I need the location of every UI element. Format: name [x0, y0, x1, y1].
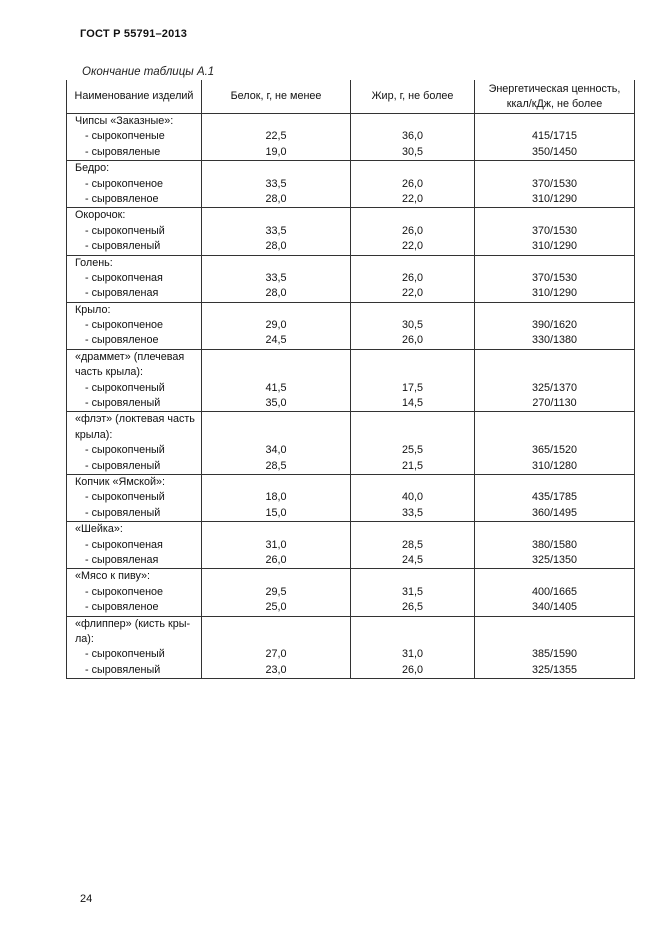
protein-value: 34,0 — [265, 444, 287, 457]
fat-value: 17,5 — [401, 381, 423, 394]
fat-value: 31,5 — [401, 585, 423, 598]
fat-cell — [351, 412, 475, 475]
energy-value: 385/1590 — [531, 648, 578, 661]
item-name: - сырокопченое — [85, 319, 164, 332]
product-name-cell — [67, 161, 202, 208]
energy-cell — [475, 114, 635, 161]
protein-value: 31,0 — [265, 538, 287, 551]
group-title: «Шейка»: — [75, 523, 123, 536]
fat-value: 21,5 — [401, 459, 423, 472]
fat-cell — [351, 302, 475, 349]
group-title: «флэт» (локтевая часть — [75, 413, 195, 426]
item-name: - сырокопченая — [85, 538, 163, 551]
table-caption: Окончание таблицы А.1 — [82, 66, 215, 78]
group-title: ла): — [75, 632, 94, 645]
product-name-cell — [67, 114, 202, 161]
fat-value: 14,5 — [401, 397, 423, 410]
energy-cell — [475, 522, 635, 569]
group-title: «флиппер» (кисть кры- — [75, 617, 191, 630]
product-name-cell — [67, 255, 202, 302]
fat-cell — [351, 161, 475, 208]
column-header-fat: Жир, г, не более — [351, 80, 475, 114]
protein-cell — [202, 569, 351, 616]
item-name: - сырокопченая — [85, 271, 163, 284]
fat-cell — [351, 522, 475, 569]
energy-cell — [475, 616, 635, 679]
energy-value: 380/1580 — [531, 538, 578, 551]
energy-value: 330/1380 — [531, 334, 578, 347]
protein-value: 33,5 — [265, 224, 287, 237]
energy-value: 360/1495 — [531, 506, 578, 519]
protein-cell — [202, 522, 351, 569]
energy-value: 325/1355 — [531, 663, 578, 676]
group-title: «драммет» (плечевая — [75, 350, 185, 363]
group-title: Крыло: — [75, 303, 111, 316]
product-name-cell — [67, 412, 202, 475]
protein-value: 18,0 — [265, 491, 287, 504]
table-group-row — [67, 616, 635, 679]
fat-value: 26,0 — [401, 177, 423, 190]
energy-value: 350/1450 — [531, 145, 578, 158]
document-header: ГОСТ Р 55791–2013 — [80, 28, 188, 40]
energy-value: 415/1715 — [531, 130, 578, 143]
item-name: - сыровяленое — [85, 334, 159, 347]
protein-value: 24,5 — [265, 334, 287, 347]
item-name: - сырокопченые — [85, 130, 165, 143]
energy-value: 370/1530 — [531, 224, 578, 237]
protein-value: 29,0 — [265, 319, 287, 332]
table-header-row — [67, 80, 635, 114]
fat-cell — [351, 474, 475, 521]
protein-value: 28,0 — [265, 192, 287, 205]
protein-value: 23,0 — [265, 663, 287, 676]
protein-cell — [202, 412, 351, 475]
protein-value: 35,0 — [265, 397, 287, 410]
protein-cell — [202, 616, 351, 679]
energy-value: 365/1520 — [531, 444, 578, 457]
group-title: Чипсы «Заказные»: — [75, 115, 174, 127]
energy-value: 390/1620 — [531, 319, 578, 332]
column-header-energy: Энергетическая ценность, ккал/кДж, не более — [475, 80, 635, 114]
energy-value: 310/1290 — [531, 192, 578, 205]
item-name: - сыровяленый — [85, 459, 161, 472]
product-name-cell — [67, 569, 202, 616]
fat-value: 26,0 — [401, 334, 423, 347]
protein-value: 27,0 — [265, 648, 287, 661]
nutrition-table — [66, 80, 635, 679]
protein-value: 26,0 — [265, 553, 287, 566]
energy-value: 435/1785 — [531, 491, 578, 504]
group-title: часть крыла): — [75, 366, 143, 379]
item-name: - сыровяленая — [85, 553, 159, 566]
energy-value: 400/1665 — [531, 585, 578, 598]
table-group-row — [67, 302, 635, 349]
protein-value: 28,0 — [265, 287, 287, 300]
protein-cell — [202, 114, 351, 161]
table-group-row — [67, 255, 635, 302]
energy-value: 310/1280 — [531, 459, 578, 472]
product-name-cell — [67, 522, 202, 569]
item-name: - сыровяленый — [85, 397, 161, 410]
column-header-name: Наименование изделий — [67, 80, 202, 114]
energy-value: 325/1350 — [531, 553, 578, 566]
table-group-row — [67, 161, 635, 208]
item-name: - сырокопченый — [85, 491, 165, 504]
protein-cell — [202, 302, 351, 349]
group-title: Копчик «Ямской»: — [75, 475, 166, 488]
table-group-row — [67, 412, 635, 475]
fat-value: 33,5 — [401, 506, 423, 519]
item-name: - сыровяленое — [85, 601, 159, 614]
table-group-row — [67, 114, 635, 161]
product-name-cell — [67, 616, 202, 679]
item-name: - сырокопченый — [85, 444, 165, 457]
fat-value: 30,5 — [401, 145, 423, 158]
fat-cell — [351, 114, 475, 161]
group-title: крыла): — [75, 428, 113, 441]
fat-value: 28,5 — [401, 538, 423, 551]
table-group-row — [67, 569, 635, 616]
product-name-cell — [67, 208, 202, 255]
energy-value: 340/1405 — [531, 601, 578, 614]
item-name: - сырокопченое — [85, 585, 164, 598]
fat-cell — [351, 616, 475, 679]
protein-cell — [202, 161, 351, 208]
item-name: - сыровяленый — [85, 663, 161, 676]
item-name: - сыровяленый — [85, 240, 161, 253]
fat-value: 24,5 — [401, 553, 423, 566]
protein-value: 25,0 — [265, 601, 287, 614]
item-name: - сырокопченое — [85, 177, 164, 190]
product-name-cell — [67, 302, 202, 349]
fat-cell — [351, 208, 475, 255]
table-group-row — [67, 522, 635, 569]
fat-value: 22,0 — [401, 240, 423, 253]
table-group-row — [67, 208, 635, 255]
energy-cell — [475, 161, 635, 208]
energy-value: 325/1370 — [531, 381, 578, 394]
protein-value: 29,5 — [265, 585, 287, 598]
protein-value: 28,0 — [265, 240, 287, 253]
group-title: Бедро: — [75, 162, 110, 175]
item-name: - сыровяленое — [85, 192, 159, 205]
energy-cell — [475, 474, 635, 521]
protein-cell — [202, 208, 351, 255]
table-body — [67, 114, 635, 679]
energy-cell — [475, 302, 635, 349]
protein-value: 28,5 — [265, 459, 287, 472]
protein-value: 19,0 — [265, 145, 287, 158]
fat-value: 22,0 — [401, 192, 423, 205]
group-title: Окорочок: — [75, 209, 126, 222]
product-name-cell — [67, 474, 202, 521]
group-title: «Мясо к пиву»: — [75, 570, 150, 583]
fat-value: 22,0 — [401, 287, 423, 300]
table-group-row — [67, 349, 635, 412]
fat-value: 25,5 — [401, 444, 423, 457]
protein-value: 33,5 — [265, 177, 287, 190]
protein-value: 41,5 — [265, 381, 287, 394]
energy-cell — [475, 255, 635, 302]
item-name: - сыровяленые — [85, 145, 161, 158]
energy-cell — [475, 208, 635, 255]
table-group-row — [67, 474, 635, 521]
protein-cell — [202, 349, 351, 412]
protein-value: 22,5 — [265, 130, 287, 143]
fat-value: 40,0 — [401, 491, 423, 504]
energy-cell — [475, 569, 635, 616]
fat-value: 36,0 — [401, 130, 423, 143]
fat-cell — [351, 349, 475, 412]
fat-cell — [351, 255, 475, 302]
fat-value: 26,0 — [401, 224, 423, 237]
fat-value: 26,0 — [401, 271, 423, 284]
energy-cell — [475, 349, 635, 412]
energy-value: 370/1530 — [531, 177, 578, 190]
energy-cell — [475, 412, 635, 475]
column-header-protein: Белок, г, не менее — [202, 80, 351, 114]
fat-value: 31,0 — [401, 648, 423, 661]
fat-value: 26,0 — [401, 663, 423, 676]
energy-value: 370/1530 — [531, 271, 578, 284]
page-number: 24 — [80, 893, 93, 905]
fat-value: 30,5 — [401, 319, 423, 332]
energy-value: 310/1290 — [531, 240, 578, 253]
protein-cell — [202, 474, 351, 521]
energy-value: 310/1290 — [531, 287, 578, 300]
item-name: - сырокопченый — [85, 648, 165, 661]
item-name: - сырокопченый — [85, 381, 165, 394]
fat-cell — [351, 569, 475, 616]
item-name: - сыровяленая — [85, 287, 159, 300]
fat-value: 26,5 — [401, 601, 423, 614]
protein-value: 33,5 — [265, 271, 287, 284]
protein-value: 15,0 — [265, 506, 287, 519]
item-name: - сырокопченый — [85, 224, 165, 237]
item-name: - сыровяленый — [85, 506, 161, 519]
group-title: Голень: — [75, 256, 113, 269]
energy-value: 270/1130 — [532, 397, 577, 410]
product-name-cell — [67, 349, 202, 412]
protein-cell — [202, 255, 351, 302]
